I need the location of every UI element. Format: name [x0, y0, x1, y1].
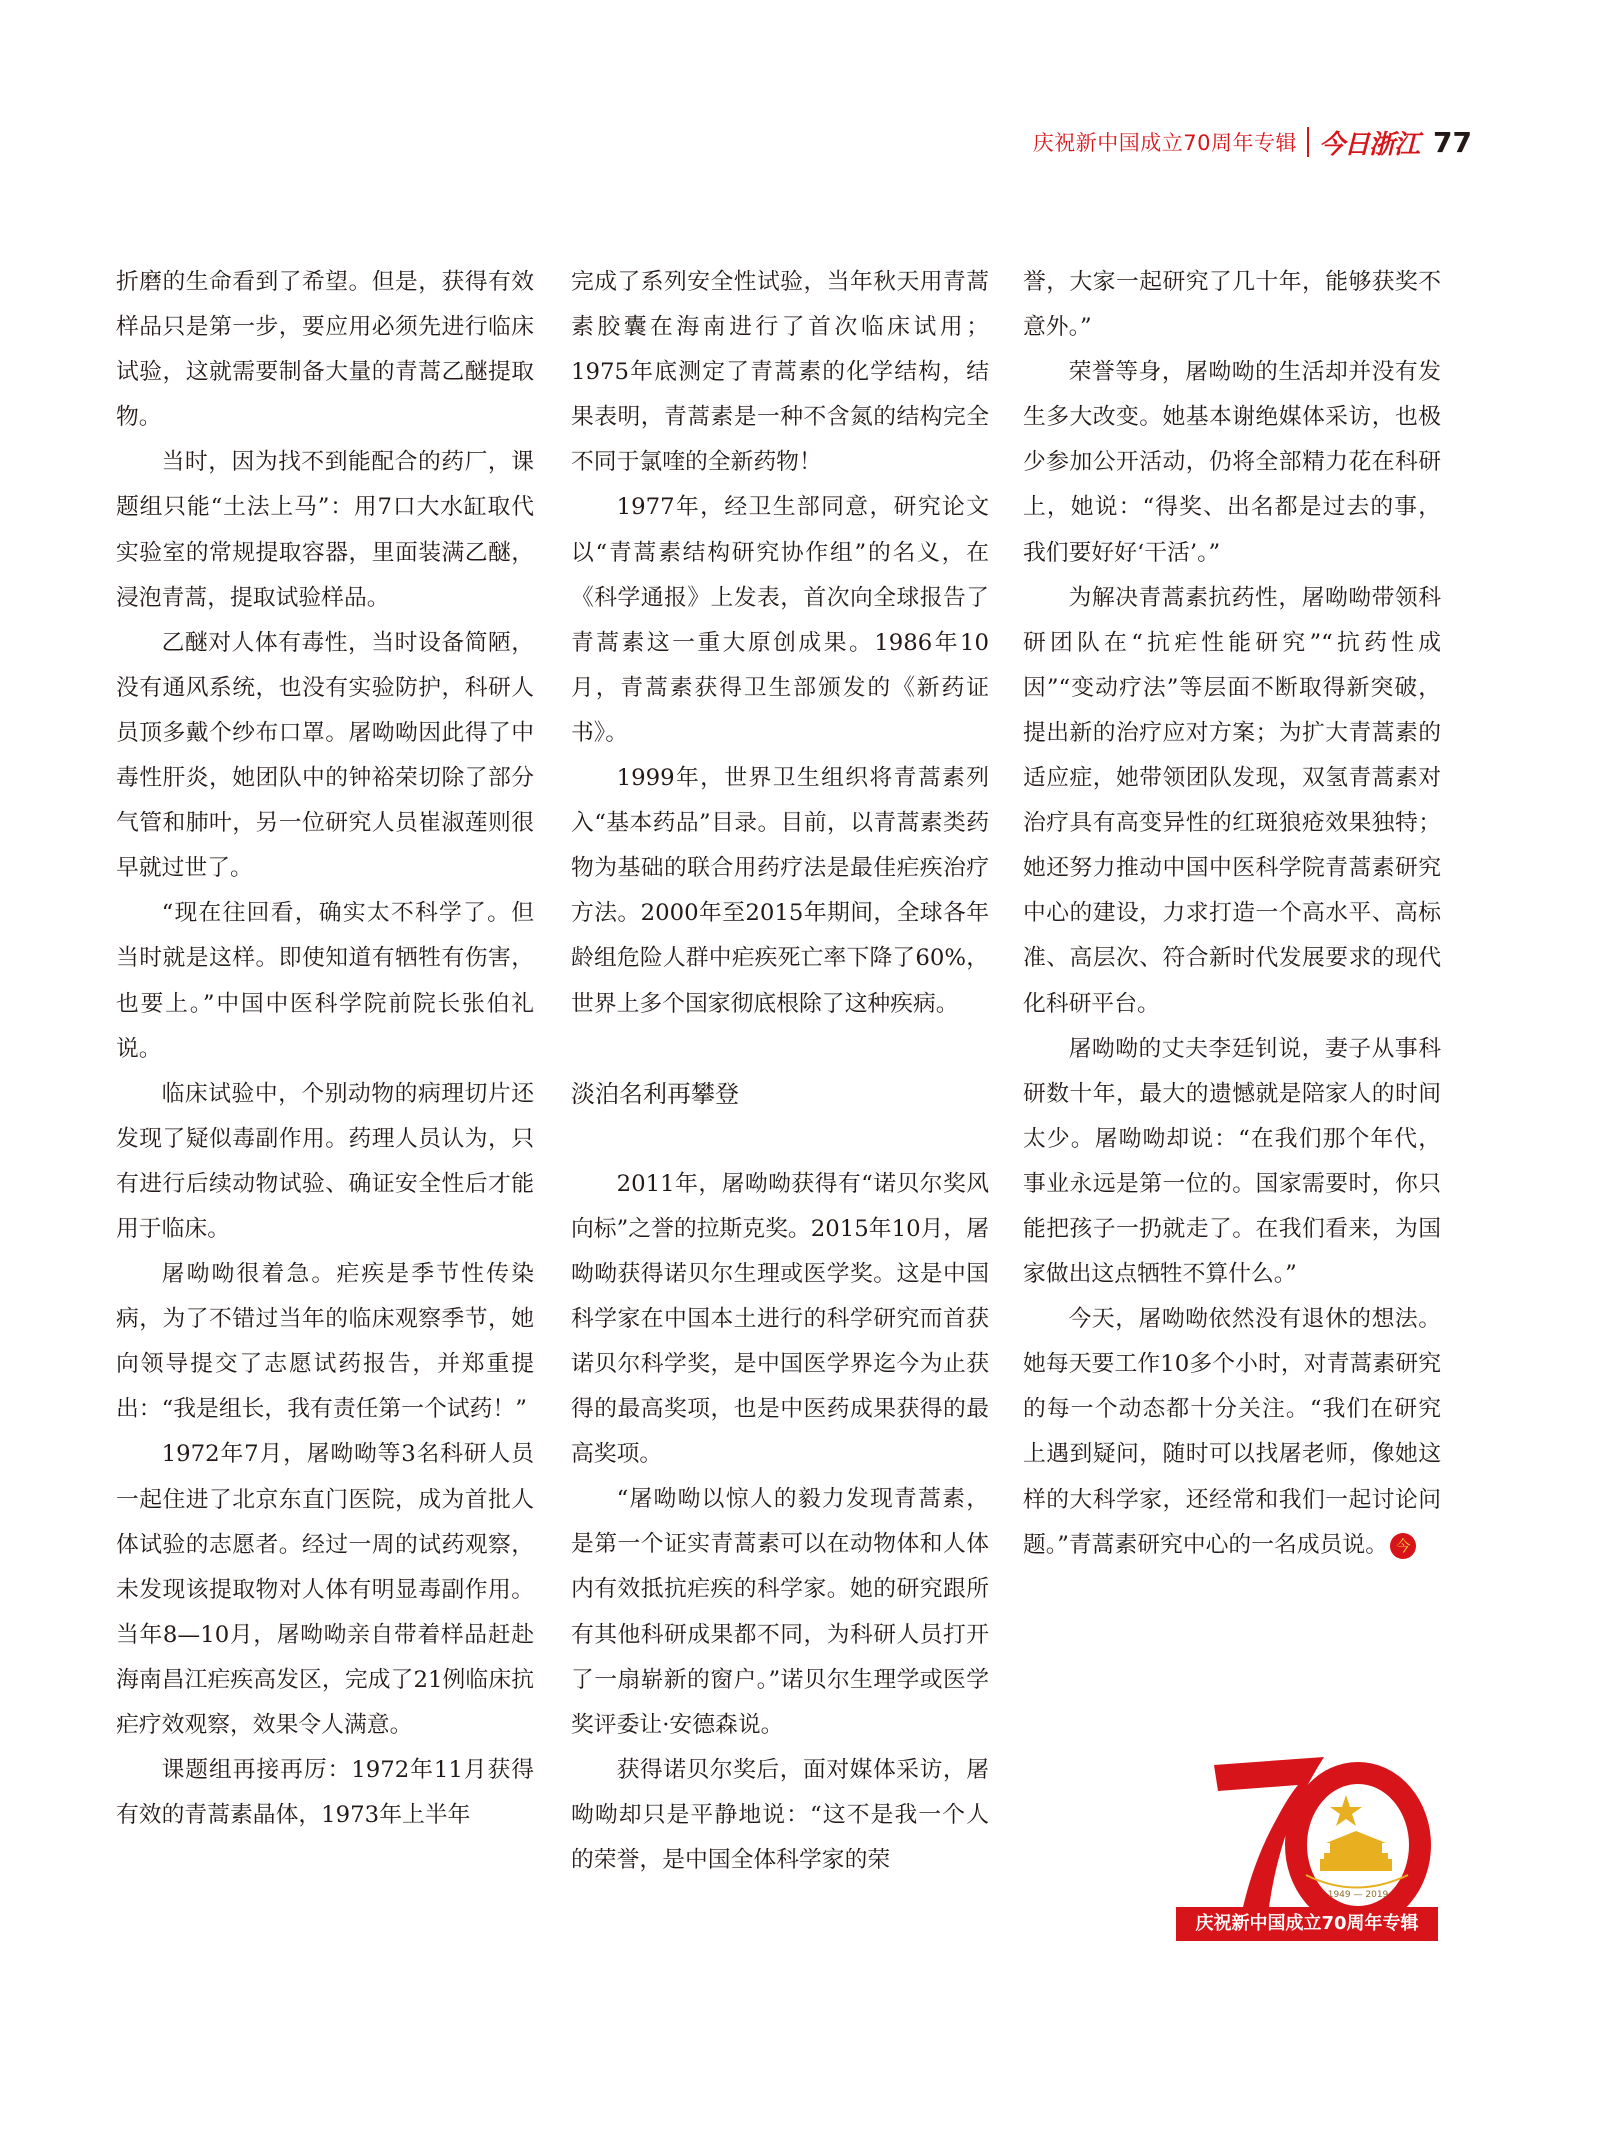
final-paragraph	[1023, 1297, 1441, 1568]
header-divider	[1307, 127, 1309, 157]
article-column-3	[1023, 260, 1441, 1568]
paragraph: 1999年，世界卫生组织将青蒿素列入“基本药品”目录。目前，以青蒿素类药物为基础的联合用药疗法是最佳疟疾治疗方法。2000年至2015年期间，全球各年龄组危险人群中疟疾死亡率下降了60%，世界上多个国家彻底根除了这种疾病。	[571, 765, 989, 1017]
header-banner: 庆祝新中国成立70周年专辑	[1032, 131, 1298, 155]
paragraph: 屠呦呦很着急。疟疾是季节性传染病，为了不错过当年的临床观察季节，她向领导提交了志愿试药报告，并郑重提出：“我是组长，我有责任第一个试药！”	[116, 1261, 534, 1423]
emblem-years: 1949 — 2019	[1327, 1890, 1389, 1900]
paragraph: 完成了系列安全性试验，当年秋天用青蒿素胶囊在海南进行了首次临床试用；1975年底测定了青蒿素的化学结构，结果表明，青蒿素是一种不含氮的结构完全不同于氯喹的全新药物！	[571, 269, 989, 476]
paragraph-text: 今天，屠呦呦依然没有退休的想法。她每天要工作10多个小时，对青蒿素研究的每一个动态都十分关注。“我们在研究上遇到疑问，随时可以找屠老师，像她这样的大科学家，还经常和我们一起讨论问题。”青蒿素研究中心的一名成员说。	[1023, 1306, 1441, 1558]
paragraph: 获得诺贝尔奖后，面对媒体采访，屠呦呦却只是平静地说：“这不是我一个人的荣誉，是中国全体科学家的荣	[571, 1756, 989, 1873]
paragraph: “现在往回看，确实太不科学了。但当时就是这样。即使知道有牺牲有伤害，也要上。”中国中医科学院前院长张伯礼说。	[116, 900, 534, 1062]
star-icon	[1330, 1795, 1362, 1826]
paragraph: 课题组再接再厉：1972年11月获得有效的青蒿素晶体，1973年上半年	[116, 1757, 534, 1829]
page-header	[1033, 122, 1472, 162]
paragraph: 誉，大家一起研究了几十年，能够获奖不意外。”	[1023, 269, 1441, 341]
section-heading: 淡泊名利再攀登	[571, 1079, 739, 1108]
tiananmen-icon	[1320, 1831, 1392, 1871]
paragraph: 1977年，经卫生部同意，研究论文以“青蒿素结构研究协作组”的名义，在《科学通报》上发表，首次向全球报告了青蒿素这一重大原创成果。1986年10月，青蒿素获得卫生部颁发的《新药证书》。	[571, 494, 989, 746]
paragraph: 临床试验中，个别动物的病理切片还发现了疑似毒副作用。药理人员认为，只有进行后续动物试验、确证安全性后才能用于临床。	[116, 1080, 534, 1242]
paragraph: 为解决青蒿素抗药性，屠呦呦带领科研团队在“抗疟性能研究”“抗药性成因”“变动疗法”等层面不断取得新突破，提出新的治疗应对方案；为扩大青蒿素的适应症，她带领团队发现，双氢青蒿素对治疗具有高变异性的红斑狼疮效果独特；她还努力推动中国中医科学院青蒿素研究中心的建设，力求打造一个高水平、高标准、高层次、符合新时代发展要求的现代化科研平台。	[1023, 584, 1441, 1017]
emblem-arc	[1306, 1875, 1408, 1888]
magazine-logo: 今日浙江	[1319, 129, 1420, 160]
paragraph: 当时，因为找不到能配合的药厂，课题组只能“土法上马”：用7口大水缸取代实验室的常规提取容器，里面装满乙醚，浸泡青蒿，提取试验样品。	[116, 449, 534, 611]
page-number: 77	[1433, 125, 1472, 159]
paragraph: “屠呦呦以惊人的毅力发现青蒿素，是第一个证实青蒿素可以在动物体和人体内有效抵抗疟疾的科学家。她的研究跟所有其他科研成果都不同，为科研人员打开了一扇崭新的窗户。”诺贝尔生理学或医学奖评委让·安德森说。	[571, 1486, 989, 1738]
paragraph: 荣誉等身，屠呦呦的生活却并没有发生多大改变。她基本谢绝媒体采访，也极少参加公开活动，仍将全部精力花在科研上，她说：“得奖、出名都是过去的事，我们要好好‘干活’。”	[1023, 359, 1441, 566]
emblem-caption: 庆祝新中国成立70周年专辑	[1176, 1907, 1438, 1941]
article-column-1	[116, 260, 534, 1838]
paragraph: 折磨的生命看到了希望。但是，获得有效样品只是第一步，要应用必须先进行临床试验，这就需要制备大量的青蒿乙醚提取物。	[116, 269, 534, 431]
end-mark-icon: 今	[1390, 1533, 1416, 1559]
paragraph: 1972年7月，屠呦呦等3名科研人员一起住进了北京东直门医院，成为首批人体试验的志愿者。经过一周的试药观察，未发现该提取物对人体有明显毒副作用。当年8—10月，屠呦呦亲自带着样品赶赴海南昌江疟疾高发区，完成了21例临床抗疟疗效观察，效果令人满意。	[116, 1441, 534, 1738]
article-column-2	[571, 260, 989, 1883]
paragraph: 屠呦呦的丈夫李廷钊说，妻子从事科研数十年，最大的遗憾就是陪家人的时间太少。屠呦呦却说：“在我们那个年代，事业永远是第一位的。国家需要时，你只能把孩子一扔就走了。在我们看来，为国家做出这点牺牲不算什么。”	[1023, 1035, 1441, 1288]
paragraph: 2011年，屠呦呦获得有“诺贝尔奖风向标”之誉的拉斯克奖。2015年10月，屠呦呦获得诺贝尔生理或医学奖。这是中国科学家在中国本土进行的科学研究而首获诺贝尔科学奖，是中国医学界迄今为止获得的最高奖项，也是中医药成果获得的最高奖项。	[571, 1170, 989, 1468]
paragraph: 乙醚对人体有毒性，当时设备简陋，没有通风系统，也没有实验防护，科研人员顶多戴个纱布口罩。屠呦呦因此得了中毒性肝炎，她团队中的钟裕荣切除了部分气管和肺叶，另一位研究人员崔淑莲则很早就过世了。	[116, 629, 534, 882]
